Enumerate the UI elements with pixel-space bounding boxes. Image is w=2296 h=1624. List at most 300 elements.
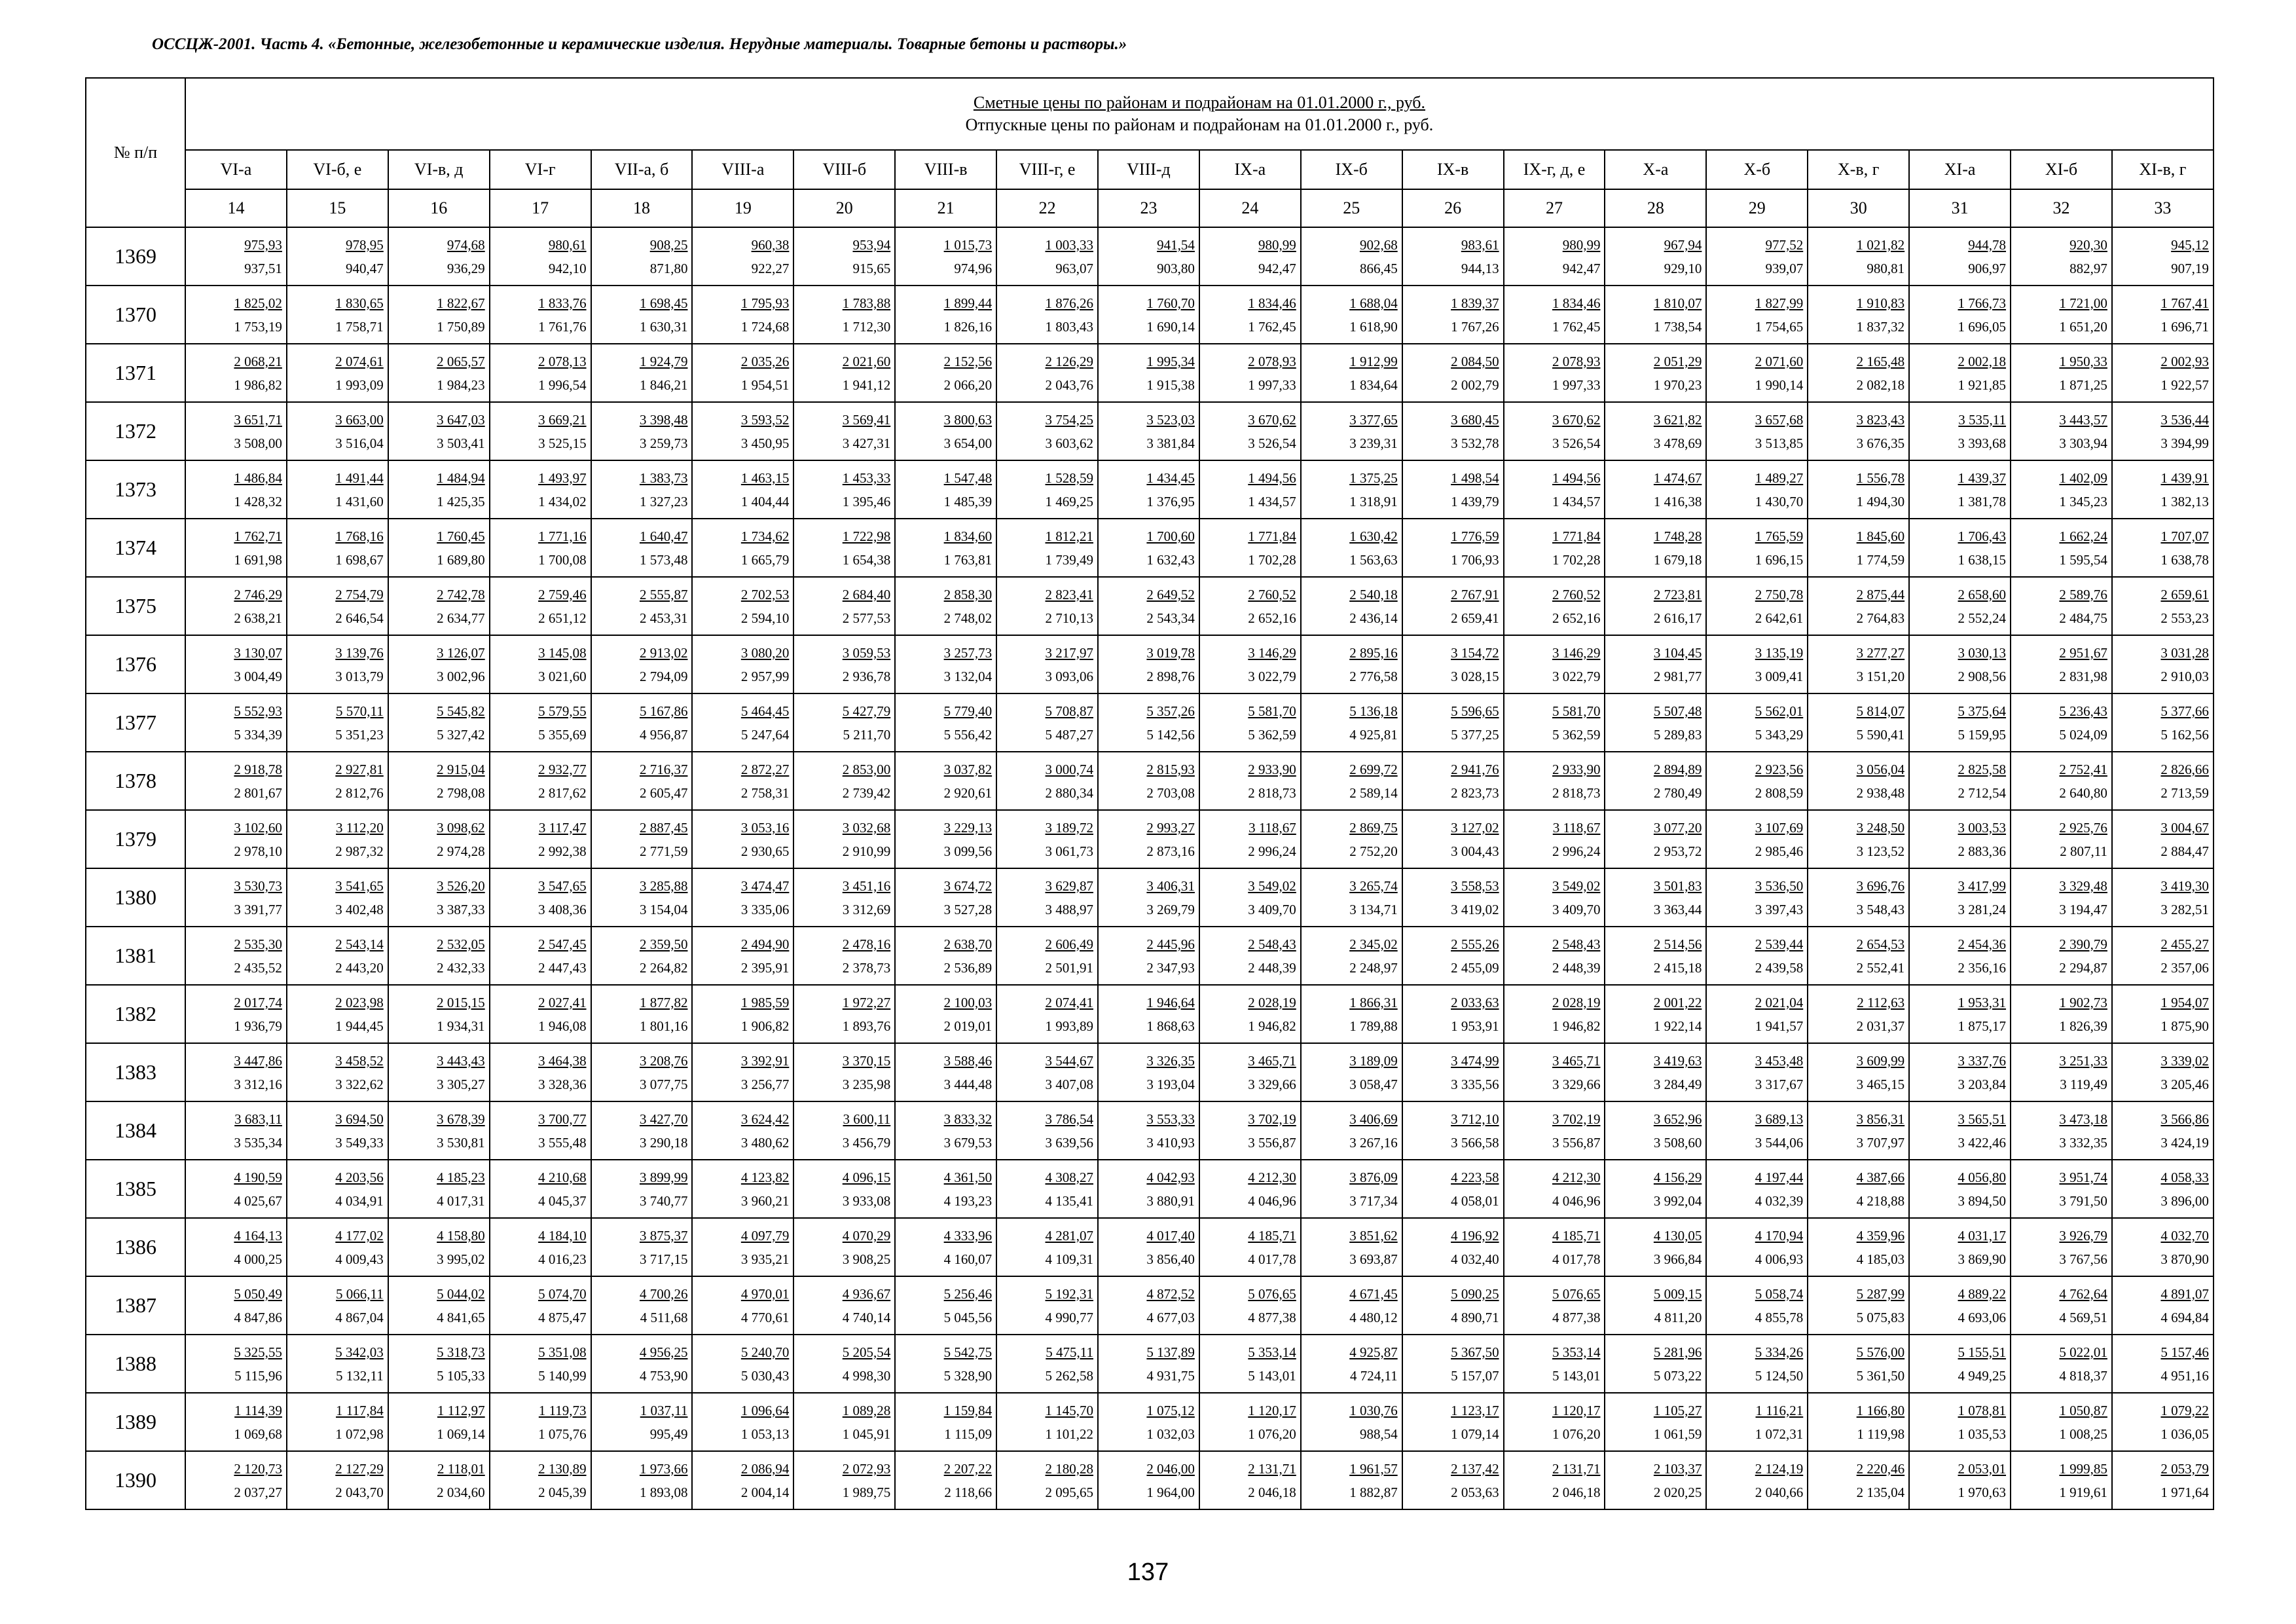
price-cell <box>1808 402 1909 460</box>
release-price: 1 053,13 <box>740 1426 790 1442</box>
price-cell <box>1909 286 2011 344</box>
price-cell <box>1808 460 1909 519</box>
price-cell <box>1605 1043 1706 1101</box>
price-cell <box>1706 1393 1808 1451</box>
price-cell <box>490 868 591 927</box>
release-price: 5 124,50 <box>1755 1367 1804 1384</box>
price-cell <box>692 1451 793 1509</box>
price-cell <box>287 1043 388 1101</box>
release-price: 1 906,82 <box>740 1018 790 1034</box>
release-price: 3 869,90 <box>1958 1251 2007 1267</box>
price-cell <box>591 752 693 810</box>
release-price: 1 919,61 <box>2059 1484 2107 1500</box>
estimated-price: 4 184,10 <box>538 1227 587 1244</box>
estimated-price: 1 834,60 <box>943 528 993 544</box>
estimated-price: 983,61 <box>1461 236 1499 253</box>
release-price: 1 997,33 <box>1552 377 1601 393</box>
estimated-price: 3 265,74 <box>1349 877 1398 894</box>
release-price: 3 235,98 <box>842 1076 891 1092</box>
estimated-price: 3 875,37 <box>639 1227 688 1244</box>
release-price: 1 395,46 <box>842 493 891 509</box>
estimated-price: 1 021,82 <box>1856 236 1905 253</box>
estimated-price: 2 548,43 <box>1248 936 1296 952</box>
row-number: 1370 <box>86 286 185 344</box>
table-row <box>86 927 2214 985</box>
price-cell <box>185 810 287 868</box>
release-price: 1 944,45 <box>335 1018 384 1034</box>
release-price: 5 132,11 <box>336 1367 384 1384</box>
estimated-price: 3 053,16 <box>740 819 790 836</box>
estimated-price: 3 004,67 <box>2160 819 2209 836</box>
price-cell <box>1605 1276 1706 1335</box>
price-cell <box>1098 286 1199 344</box>
estimated-price: 2 130,89 <box>538 1460 587 1477</box>
estimated-price: 4 936,67 <box>842 1285 891 1302</box>
estimated-price: 3 876,09 <box>1349 1169 1398 1185</box>
zone-header-cell: VI-а <box>185 150 287 189</box>
estimated-price: 2 754,79 <box>335 586 384 602</box>
estimated-price: 980,99 <box>1258 236 1296 253</box>
price-cell <box>1402 1335 1504 1393</box>
price-cell <box>1199 402 1301 460</box>
price-cell <box>996 868 1098 927</box>
price-cell <box>1301 868 1402 927</box>
estimated-price: 1 953,31 <box>1958 994 2007 1010</box>
release-price: 1 618,90 <box>1349 318 1398 335</box>
price-cell <box>185 1451 287 1509</box>
zone-header-cell: VIII-д <box>1098 150 1199 189</box>
price-cell <box>591 519 693 577</box>
estimated-price: 1 912,99 <box>1349 353 1398 369</box>
estimated-price: 5 552,93 <box>234 703 282 719</box>
table-row <box>86 344 2214 402</box>
release-price: 5 590,41 <box>1856 726 1905 743</box>
estimated-price: 5 325,55 <box>234 1344 282 1360</box>
estimated-price: 5 281,96 <box>1653 1344 1702 1360</box>
estimated-price: 1 494,56 <box>1248 470 1296 486</box>
estimated-price: 3 056,04 <box>1856 761 1905 777</box>
estimated-price: 3 786,54 <box>1045 1111 1094 1127</box>
page-number: 137 <box>1127 1559 1169 1586</box>
estimated-price: 1 767,41 <box>2160 295 2209 311</box>
estimated-price: 1 839,37 <box>1451 295 1499 311</box>
table-row <box>86 868 2214 927</box>
estimated-price: 4 185,71 <box>1248 1227 1296 1244</box>
price-cell <box>1199 1335 1301 1393</box>
release-price: 1 774,59 <box>1856 551 1905 568</box>
estimated-price: 3 689,13 <box>1755 1111 1804 1127</box>
estimated-price: 4 031,17 <box>1958 1227 2007 1244</box>
price-cell <box>1605 635 1706 693</box>
estimated-price: 2 723,81 <box>1653 586 1702 602</box>
price-cell <box>996 810 1098 868</box>
release-price: 1 953,91 <box>1451 1018 1499 1034</box>
release-price: 3 267,16 <box>1349 1134 1398 1151</box>
estimated-price: 2 126,29 <box>1045 353 1094 369</box>
release-price: 2 577,53 <box>842 610 891 626</box>
estimated-price: 3 523,03 <box>1146 411 1195 428</box>
estimated-price: 3 647,03 <box>437 411 485 428</box>
release-price: 3 329,66 <box>1552 1076 1601 1092</box>
release-price: 2 501,91 <box>1045 959 1094 976</box>
release-price: 1 045,91 <box>842 1426 891 1442</box>
estimated-price: 2 823,41 <box>1045 586 1094 602</box>
row-number: 1372 <box>86 402 185 460</box>
price-cell <box>388 868 490 927</box>
table-row <box>86 1393 2214 1451</box>
estimated-price: 2 658,60 <box>1958 586 2007 602</box>
release-price: 3 530,81 <box>437 1134 485 1151</box>
estimated-price: 5 596,65 <box>1451 703 1499 719</box>
estimated-price: 2 869,75 <box>1349 819 1398 836</box>
release-price: 1 428,32 <box>234 493 282 509</box>
estimated-price: 3 126,07 <box>437 644 485 661</box>
estimated-price: 4 156,29 <box>1653 1169 1702 1185</box>
price-cell <box>388 227 490 286</box>
release-price: 1 008,25 <box>2059 1426 2107 1442</box>
price-cell <box>490 1451 591 1509</box>
price-cell <box>895 460 996 519</box>
estimated-price: 4 058,33 <box>2160 1169 2209 1185</box>
estimated-price: 1 015,73 <box>943 236 993 253</box>
estimated-price: 1 830,65 <box>335 295 384 311</box>
release-price: 988,54 <box>1359 1426 1398 1442</box>
release-price: 871,80 <box>649 260 688 276</box>
estimated-price: 1 089,28 <box>842 1402 891 1418</box>
price-cell <box>895 1276 996 1335</box>
estimated-price: 3 702,19 <box>1248 1111 1296 1127</box>
estimated-price: 3 651,71 <box>234 411 282 428</box>
estimated-price: 5 353,14 <box>1552 1344 1601 1360</box>
release-price: 4 017,31 <box>437 1192 485 1209</box>
release-price: 4 034,91 <box>335 1192 384 1209</box>
column-number-cell: 28 <box>1605 189 1706 227</box>
release-price: 4 160,07 <box>943 1251 993 1267</box>
estimated-price: 2 478,16 <box>842 936 891 952</box>
estimated-price: 4 308,27 <box>1045 1169 1094 1185</box>
estimated-price: 5 058,74 <box>1755 1285 1804 1302</box>
price-cell <box>2011 868 2112 927</box>
estimated-price: 3 609,99 <box>1856 1052 1905 1069</box>
release-price: 2 831,98 <box>2059 668 2107 684</box>
price-cell <box>2011 344 2112 402</box>
estimated-price: 2 021,04 <box>1755 994 1804 1010</box>
release-price: 2 801,67 <box>234 784 282 801</box>
price-cell <box>1301 402 1402 460</box>
row-number: 1379 <box>86 810 185 868</box>
release-price: 1 763,81 <box>943 551 993 568</box>
estimated-price: 4 097,79 <box>740 1227 790 1244</box>
release-price: 3 995,02 <box>437 1251 485 1267</box>
release-price: 3 444,48 <box>943 1076 993 1092</box>
price-cell <box>2112 402 2214 460</box>
release-price: 3 717,34 <box>1349 1192 1398 1209</box>
estimated-price: 2 716,37 <box>639 761 688 777</box>
release-price: 936,29 <box>446 260 485 276</box>
release-price: 3 693,87 <box>1349 1251 1398 1267</box>
release-price: 3 450,95 <box>740 435 790 451</box>
price-cell <box>185 286 287 344</box>
estimated-price: 4 042,93 <box>1146 1169 1195 1185</box>
zone-header-cell: VI-б, е <box>287 150 388 189</box>
price-cell <box>1098 227 1199 286</box>
release-price: 1 921,85 <box>1958 377 2007 393</box>
release-price: 1 762,45 <box>1248 318 1296 335</box>
release-price: 1 753,19 <box>234 318 282 335</box>
price-cell <box>388 927 490 985</box>
price-cell <box>287 635 388 693</box>
estimated-price: 1 985,59 <box>740 994 790 1010</box>
release-price: 3 193,04 <box>1146 1076 1195 1092</box>
estimated-price: 1 845,60 <box>1856 528 1905 544</box>
price-cell <box>2112 519 2214 577</box>
estimated-price: 5 708,87 <box>1045 703 1094 719</box>
estimated-price: 1 556,78 <box>1856 470 1905 486</box>
estimated-price: 2 021,60 <box>842 353 891 369</box>
release-price: 3 391,77 <box>234 901 282 917</box>
price-cell <box>490 810 591 868</box>
estimated-price: 3 670,62 <box>1552 411 1601 428</box>
estimated-price: 3 536,50 <box>1755 877 1804 894</box>
price-cell <box>1199 227 1301 286</box>
release-price: 1 990,14 <box>1755 377 1804 393</box>
price-cell <box>1301 577 1402 635</box>
estimated-price: 2 027,41 <box>538 994 587 1010</box>
estimated-price: 4 671,45 <box>1349 1285 1398 1302</box>
release-price: 3 154,04 <box>639 901 688 917</box>
release-price: 3 004,43 <box>1451 843 1499 859</box>
release-price: 3 566,58 <box>1451 1134 1499 1151</box>
price-cell <box>490 1335 591 1393</box>
release-price: 5 105,33 <box>437 1367 485 1384</box>
estimated-price: 3 098,62 <box>437 819 485 836</box>
release-price: 5 355,69 <box>538 726 587 743</box>
release-price: 2 659,41 <box>1451 610 1499 626</box>
estimated-price: 3 145,08 <box>538 644 587 661</box>
estimated-price: 4 170,94 <box>1755 1227 1804 1244</box>
estimated-price: 4 164,13 <box>234 1227 282 1244</box>
price-cell <box>287 344 388 402</box>
release-price: 5 334,39 <box>234 726 282 743</box>
price-cell <box>1808 1451 1909 1509</box>
release-price: 3 419,02 <box>1451 901 1499 917</box>
price-cell <box>1199 286 1301 344</box>
price-cell <box>1301 344 1402 402</box>
release-price: 4 998,30 <box>842 1367 891 1384</box>
row-number: 1383 <box>86 1043 185 1101</box>
release-price: 3 992,04 <box>1653 1192 1702 1209</box>
release-price: 1 076,20 <box>1552 1426 1601 1442</box>
estimated-price: 3 419,63 <box>1653 1052 1702 1069</box>
release-price: 2 248,97 <box>1349 959 1398 976</box>
estimated-price: 3 712,10 <box>1451 1111 1499 1127</box>
release-price: 3 456,79 <box>842 1134 891 1151</box>
release-price: 2 987,32 <box>335 843 384 859</box>
estimated-price: 3 549,02 <box>1552 877 1601 894</box>
price-cell <box>1098 1451 1199 1509</box>
release-price: 2 808,59 <box>1755 784 1804 801</box>
price-cell <box>692 460 793 519</box>
release-price: 995,49 <box>649 1426 688 1442</box>
price-cell <box>185 868 287 927</box>
estimated-price: 2 825,58 <box>1958 761 2007 777</box>
estimated-price: 3 535,11 <box>1958 411 2007 428</box>
release-price: 1 434,02 <box>538 493 587 509</box>
price-cell <box>692 985 793 1043</box>
release-price: 3 516,04 <box>335 435 384 451</box>
release-price: 2 953,72 <box>1653 843 1702 859</box>
estimated-price: 5 814,07 <box>1856 703 1905 719</box>
release-price: 4 016,23 <box>538 1251 587 1267</box>
estimated-price: 3 851,62 <box>1349 1227 1398 1244</box>
price-cell <box>1909 810 2011 868</box>
release-price: 942,47 <box>1562 260 1601 276</box>
estimated-price: 3 652,96 <box>1653 1111 1702 1127</box>
release-price: 4 480,12 <box>1349 1309 1398 1325</box>
release-price: 3 194,47 <box>2059 901 2107 917</box>
price-cell <box>2011 1276 2112 1335</box>
estimated-price: 4 361,50 <box>943 1169 993 1185</box>
estimated-price: 5 240,70 <box>740 1344 790 1360</box>
release-price: 2 652,16 <box>1552 610 1601 626</box>
price-cell <box>1605 227 1706 286</box>
price-cell <box>895 286 996 344</box>
estimated-price: 2 137,42 <box>1451 1460 1499 1477</box>
release-price: 937,51 <box>244 260 282 276</box>
table-row <box>86 693 2214 752</box>
estimated-price: 4 212,30 <box>1248 1169 1296 1185</box>
price-cell <box>490 577 591 635</box>
release-price: 2 638,21 <box>234 610 282 626</box>
estimated-price: 1 771,16 <box>538 528 587 544</box>
price-cell <box>793 1335 895 1393</box>
price-cell <box>287 1160 388 1218</box>
price-cell <box>1605 752 1706 810</box>
price-cell <box>692 402 793 460</box>
estimated-price: 1 383,73 <box>639 470 688 486</box>
price-cell <box>185 402 287 460</box>
release-price: 2 415,18 <box>1653 959 1702 976</box>
estimated-price: 3 464,38 <box>538 1052 587 1069</box>
estimated-price: 1 494,56 <box>1552 470 1601 486</box>
estimated-price: 2 051,29 <box>1653 353 1702 369</box>
release-price: 1 946,82 <box>1552 1018 1601 1034</box>
release-price: 3 239,31 <box>1349 435 1398 451</box>
estimated-price: 1 112,97 <box>437 1402 485 1418</box>
row-number: 1390 <box>86 1451 185 1509</box>
estimated-price: 5 427,79 <box>842 703 891 719</box>
price-cell <box>591 344 693 402</box>
price-cell <box>490 227 591 286</box>
price-cell <box>1301 460 1402 519</box>
estimated-price: 1 899,44 <box>943 295 993 311</box>
price-cell <box>287 693 388 752</box>
price-cell <box>490 927 591 985</box>
price-cell <box>1808 752 1909 810</box>
row-number: 1380 <box>86 868 185 927</box>
price-cell <box>1402 1160 1504 1218</box>
estimated-price: 3 474,47 <box>740 877 790 894</box>
price-cell <box>1706 1160 1808 1218</box>
release-price: 1 115,09 <box>944 1426 993 1442</box>
row-number: 1387 <box>86 1276 185 1335</box>
estimated-price: 3 674,72 <box>943 877 993 894</box>
release-price: 2 884,47 <box>2160 843 2209 859</box>
price-cell <box>692 577 793 635</box>
price-cell <box>1098 868 1199 927</box>
price-cell <box>1909 460 2011 519</box>
estimated-price: 1 910,83 <box>1856 295 1905 311</box>
release-price: 2 712,54 <box>1958 784 2007 801</box>
release-price: 2 037,27 <box>234 1484 282 1500</box>
release-price: 1 702,28 <box>1248 551 1296 568</box>
estimated-price: 2 887,45 <box>639 819 688 836</box>
estimated-price: 2 390,79 <box>2059 936 2107 952</box>
price-cell <box>1098 1276 1199 1335</box>
estimated-price: 2 895,16 <box>1349 644 1398 661</box>
release-price: 2 713,59 <box>2160 784 2209 801</box>
row-number: 1371 <box>86 344 185 402</box>
column-number-cell: 27 <box>1504 189 1605 227</box>
release-price: 1 345,23 <box>2059 493 2107 509</box>
estimated-price: 974,68 <box>446 236 485 253</box>
release-price: 3 465,15 <box>1856 1076 1905 1092</box>
estimated-price: 2 941,76 <box>1451 761 1499 777</box>
zone-header-cell: VIII-в <box>895 150 996 189</box>
price-cell <box>1706 868 1808 927</box>
price-cell <box>2011 1451 2112 1509</box>
price-cell <box>185 1218 287 1276</box>
estimated-price: 3 657,68 <box>1755 411 1804 428</box>
price-cell <box>895 577 996 635</box>
price-cell <box>1504 577 1605 635</box>
release-price: 2 552,41 <box>1856 959 1905 976</box>
table-row <box>86 1276 2214 1335</box>
price-cell <box>793 693 895 752</box>
price-cell <box>1605 1393 1706 1451</box>
price-cell <box>1808 1160 1909 1218</box>
row-number: 1378 <box>86 752 185 810</box>
estimated-price: 2 023,98 <box>335 994 384 1010</box>
estimated-price: 3 624,42 <box>740 1111 790 1127</box>
estimated-price: 5 318,73 <box>437 1344 485 1360</box>
release-price: 2 435,52 <box>234 959 282 976</box>
release-price: 3 312,16 <box>234 1076 282 1092</box>
release-price: 5 361,50 <box>1856 1367 1905 1384</box>
release-price: 2 883,36 <box>1958 843 2007 859</box>
price-cell <box>2112 227 2214 286</box>
price-cell <box>1605 402 1706 460</box>
price-cell <box>388 286 490 344</box>
estimated-price: 2 555,26 <box>1451 936 1499 952</box>
estimated-price: 1 954,07 <box>2160 994 2209 1010</box>
price-cell <box>1706 227 1808 286</box>
price-cell <box>2112 577 2214 635</box>
estimated-price: 2 455,27 <box>2160 936 2209 952</box>
row-number: 1381 <box>86 927 185 985</box>
release-price: 3 002,96 <box>437 668 485 684</box>
estimated-price: 3 139,76 <box>335 644 384 661</box>
price-cell <box>388 1451 490 1509</box>
estimated-price: 1 999,85 <box>2059 1460 2107 1477</box>
release-price: 4 569,51 <box>2059 1309 2107 1325</box>
price-cell <box>1808 1218 1909 1276</box>
price-cell <box>1605 1101 1706 1160</box>
release-price: 3 303,94 <box>2059 435 2107 451</box>
table-row <box>86 577 2214 635</box>
estimated-price: 1 030,76 <box>1349 1402 1398 1418</box>
estimated-price: 1 453,33 <box>842 470 891 486</box>
